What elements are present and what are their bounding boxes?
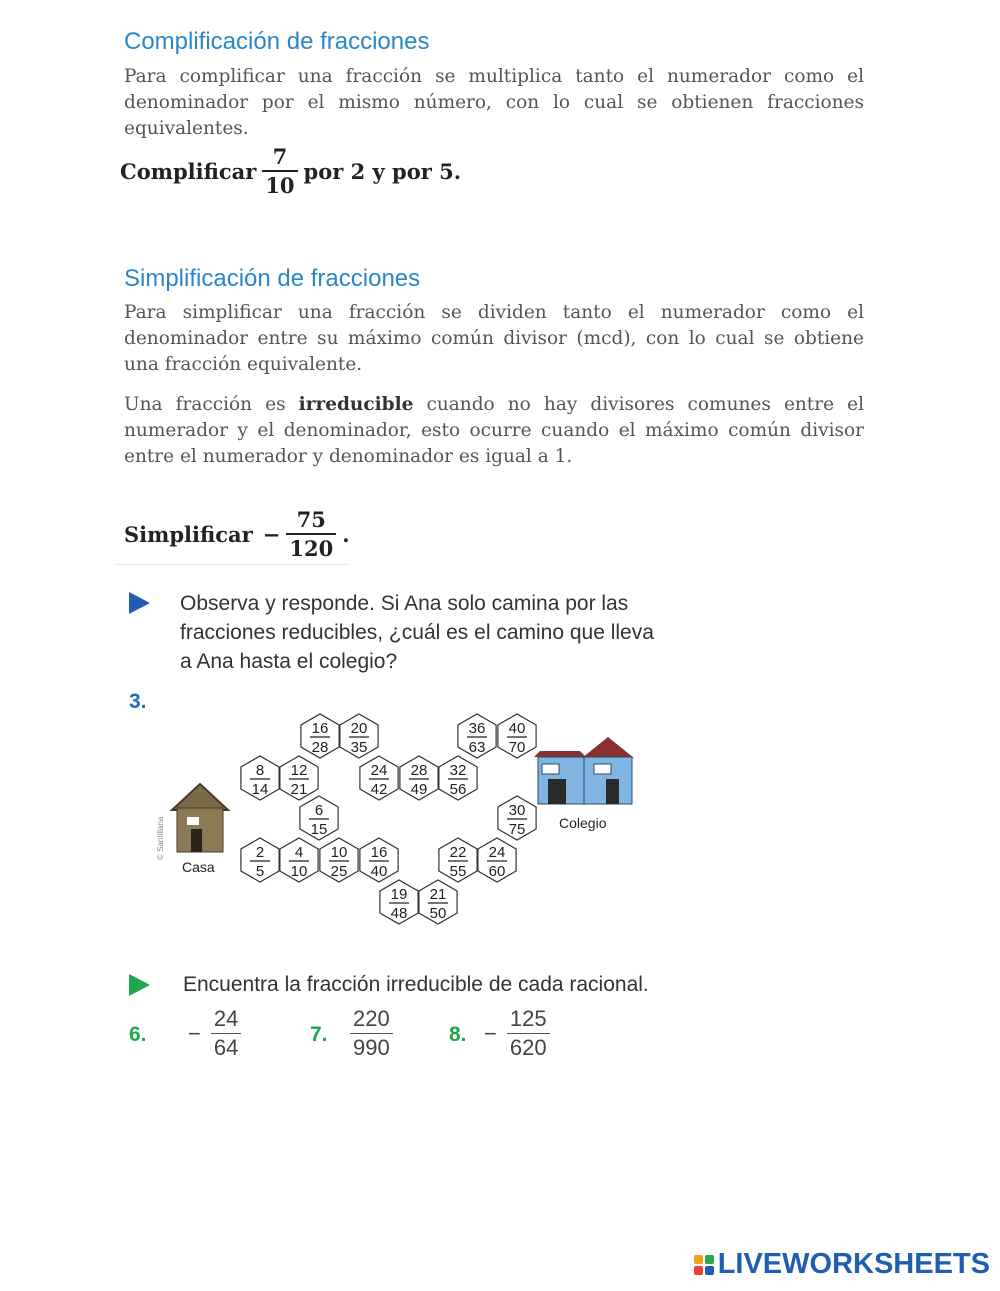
- hexagon-denominator: 49: [410, 781, 428, 798]
- hexagon-cell[interactable]: [498, 714, 536, 758]
- hexagon-cell[interactable]: [439, 756, 477, 800]
- hexagon-numerator: 20: [350, 720, 368, 737]
- hexagon-cell[interactable]: [300, 796, 338, 840]
- example-fraction: [262, 146, 297, 196]
- fraction-numerator: 7: [272, 144, 288, 169]
- hexagon-cell[interactable]: [439, 838, 477, 882]
- fraction-denominator: 120: [286, 533, 336, 559]
- rational-sign: −: [484, 1020, 497, 1046]
- fraction-numerator: 220: [353, 1006, 390, 1031]
- fraction-denominator: 620: [507, 1033, 550, 1059]
- text2-part-b: cuando no hay divisores comunes entre el numerador y el denominador, esto ocurre cuando el máximo común divisor entre el numerador y denominador es igual a 1.: [124, 394, 864, 467]
- house-icon: [172, 784, 228, 852]
- liveworksheets-logo: [694, 1248, 990, 1281]
- play-arrow-icon: [129, 974, 150, 996]
- hexagon-denominator: 21: [290, 781, 308, 798]
- irreducible-term: irreducible: [298, 394, 414, 415]
- hexagon-denominator: 48: [390, 905, 408, 922]
- simplificacion-text-1: Para simplificar una fracción se dividen tanto el numerador como el denominador entre su máximo común divisor (mcd), con lo cual se obtiene una fracción equivalente.: [124, 302, 864, 375]
- fraction-denominator: 64: [211, 1033, 241, 1059]
- fraction-numerator: 24: [213, 1006, 239, 1031]
- hexagon-cell[interactable]: [478, 838, 516, 882]
- hexagon-path-puzzle: [150, 700, 650, 945]
- hexagon-denominator: 5: [255, 863, 265, 880]
- rational-fraction: [507, 1008, 550, 1059]
- hexagon-cell[interactable]: [380, 880, 418, 924]
- play-arrow-icon: [129, 592, 150, 614]
- rational-item: [484, 1008, 556, 1059]
- rational-sign: −: [188, 1020, 201, 1046]
- example-sign: −: [262, 521, 281, 547]
- example-suffix: por 2 y por 5.: [303, 158, 462, 184]
- hexagon-cell[interactable]: [419, 880, 457, 924]
- hexagon-numerator: 40: [508, 720, 526, 737]
- complificacion-text: Para complificar una fracción se multiplica tanto el numerador como el denominador por el mismo número, con lo cual se obtienen fracciones equivalentes.: [124, 66, 864, 139]
- rational-fraction: [211, 1008, 241, 1059]
- hexagon-numerator: 10: [330, 844, 348, 861]
- house-label: Casa: [182, 859, 215, 875]
- hexagon-denominator: 35: [350, 739, 368, 756]
- hexagon-cell[interactable]: [360, 756, 398, 800]
- hexagon-numerator: 16: [370, 844, 388, 861]
- school-label: Colegio: [559, 815, 607, 831]
- exercise-3-prompt: Observa y responde. Si Ana solo camina por las fracciones reducibles, ¿cuál es el camino que lleva a Ana hasta el colegio?: [180, 592, 654, 673]
- hexagon-cell[interactable]: [400, 756, 438, 800]
- rational-item: [188, 1008, 247, 1059]
- hexagon-numerator: 8: [255, 762, 265, 779]
- hexagon-cell[interactable]: [320, 838, 358, 882]
- hexagon-denominator: 70: [508, 739, 526, 756]
- hexagon-cell[interactable]: [301, 714, 339, 758]
- simplificacion-title: Simplificación de fracciones: [124, 265, 421, 292]
- complificacion-title: Complificación de fracciones: [124, 28, 430, 55]
- fraction-numerator: 125: [509, 1006, 547, 1031]
- hexagon-numerator: 21: [429, 886, 447, 903]
- hexagon-denominator: 50: [429, 905, 447, 922]
- divider: [116, 564, 348, 565]
- hexagon-numerator: 28: [410, 762, 428, 779]
- hexagon-denominator: 42: [370, 781, 388, 798]
- fraction-denominator: 10: [262, 170, 297, 196]
- hexagon-denominator: 55: [449, 863, 467, 880]
- hexagon-numerator: 6: [314, 802, 324, 819]
- hexagon-denominator: 28: [311, 739, 329, 756]
- logo-icon: [694, 1255, 714, 1275]
- hexagon-denominator: 75: [508, 821, 526, 838]
- simplificacion-example: [124, 509, 350, 559]
- hexagon-denominator: 10: [290, 863, 308, 880]
- hexagon-numerator: 24: [370, 762, 388, 779]
- exercise-number: 3.: [129, 690, 147, 713]
- hexagon-cell[interactable]: [241, 756, 279, 800]
- text2-part-a: Una fracción es: [124, 394, 299, 415]
- example-prefix: Simplificar: [124, 521, 253, 547]
- hexagon-denominator: 63: [468, 739, 486, 756]
- hexagon-numerator: 2: [255, 844, 265, 861]
- irreducible-prompt: Encuentra la fracción irreducible de cada racional.: [183, 973, 649, 996]
- hexagon-cell[interactable]: [360, 838, 398, 882]
- hexagon-numerator: 32: [449, 762, 467, 779]
- rational-fraction: [350, 1008, 393, 1059]
- item-number: 7.: [310, 1023, 328, 1046]
- hexagon-cell[interactable]: [280, 838, 318, 882]
- example-prefix: Complificar: [120, 158, 257, 184]
- example-fraction: [286, 509, 336, 559]
- hexagon-cell[interactable]: [241, 838, 279, 882]
- hexagon-denominator: 40: [370, 863, 388, 880]
- hexagon-cell[interactable]: [280, 756, 318, 800]
- hexagon-denominator: 56: [449, 781, 467, 798]
- hexagon-denominator: 60: [488, 863, 506, 880]
- hexagon-denominator: 15: [310, 821, 328, 838]
- copyright-note: © Santillana: [156, 816, 165, 860]
- hexagon-grid: [241, 714, 536, 924]
- fraction-numerator: 75: [296, 507, 326, 532]
- fraction-denominator: 990: [350, 1033, 393, 1059]
- simplificacion-text-2: [124, 392, 864, 470]
- rational-item: [340, 1008, 399, 1059]
- hexagon-denominator: 25: [330, 863, 348, 880]
- hexagon-denominator: 14: [251, 781, 269, 798]
- hexagon-numerator: 22: [449, 844, 467, 861]
- hexagon-numerator: 16: [311, 720, 329, 737]
- complificacion-example: [120, 146, 461, 196]
- hexagon-numerator: 36: [468, 720, 486, 737]
- hexagon-numerator: 12: [290, 762, 308, 779]
- item-number: 8.: [449, 1023, 467, 1046]
- hexagon-cell[interactable]: [498, 796, 536, 840]
- hexagon-numerator: 4: [294, 844, 304, 861]
- hexagon-cell[interactable]: [458, 714, 496, 758]
- brand-name: LIVEWORKSHEETS: [717, 1248, 990, 1280]
- item-number: 6.: [129, 1023, 147, 1046]
- school-icon: [534, 737, 634, 804]
- hexagon-cell[interactable]: [340, 714, 378, 758]
- hexagon-numerator: 24: [488, 844, 506, 861]
- hexagon-numerator: 30: [508, 802, 526, 819]
- example-suffix: .: [342, 521, 350, 547]
- hexagon-numerator: 19: [390, 886, 408, 903]
